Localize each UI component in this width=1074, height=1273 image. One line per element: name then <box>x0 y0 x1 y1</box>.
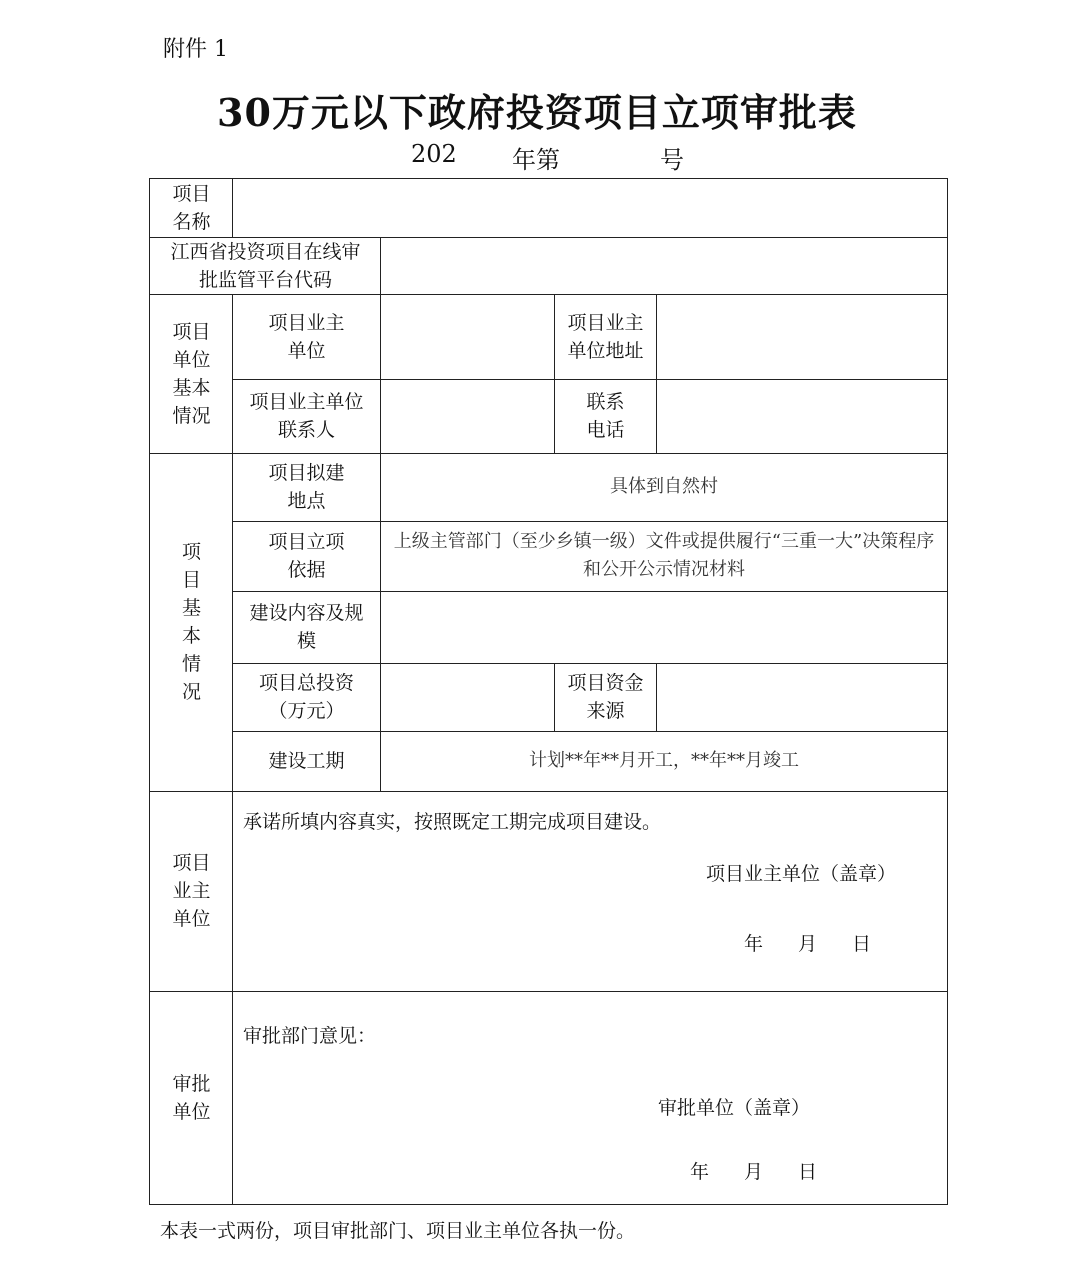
label-content-scale: 建设内容及规模 <box>249 602 364 652</box>
approval-date-month: 月 <box>744 1161 764 1183</box>
approval-date-day: 日 <box>798 1161 818 1183</box>
year-prefix: 202 <box>411 140 457 168</box>
approval-form-table <box>149 178 948 1205</box>
section-approval: 审批单位 <box>172 1072 211 1123</box>
section-project-basic: 项目基本情况 <box>181 541 201 703</box>
label-owner-contact: 项目业主单位联系人 <box>249 391 364 441</box>
row-divider <box>150 791 947 792</box>
approval-date-year: 年 <box>690 1161 710 1183</box>
number-suffix: 号 <box>660 146 684 174</box>
section-owner-sign: 项目业主单位 <box>172 852 211 930</box>
owner-date-month: 月 <box>798 933 818 955</box>
value-basis: 上级主管部门（至少乡镇一级）文件或提供履行“三重一大”决策程序和公开公示情况材料 <box>393 531 935 580</box>
section-owner-info: 项目单位基本情况 <box>172 320 211 427</box>
label-phone: 联系电话 <box>586 391 625 441</box>
attachment-label: 附件 1 <box>163 37 228 62</box>
col-divider <box>380 237 381 294</box>
row-divider <box>150 991 947 992</box>
value-period: 计划**年**月开工，**年**月竣工 <box>529 750 799 771</box>
value-location: 具体到自然村 <box>610 476 718 497</box>
footnote: 本表一式两份，项目审批部门、项目业主单位各执一份。 <box>160 1220 636 1242</box>
label-period: 建设工期 <box>268 750 345 772</box>
year-number-label: 年第 <box>512 146 560 174</box>
label-owner-unit: 项目业主单位 <box>268 311 345 362</box>
commitment-text: 承诺所填内容真实，按照既定工期完成项目建设。 <box>243 811 662 833</box>
label-project-name: 项目名称 <box>172 183 211 233</box>
col-divider <box>656 294 657 453</box>
label-total-investment: 项目总投资（万元） <box>258 672 354 722</box>
owner-seal-label: 项目业主单位（盖章） <box>706 863 897 885</box>
col-divider <box>656 663 657 731</box>
approval-opinion-label: 审批部门意见： <box>243 1025 377 1047</box>
form-title: 30万元以下政府投资项目立项审批表 <box>217 90 857 135</box>
owner-date-day: 日 <box>852 933 872 955</box>
label-platform-code: 江西省投资项目在线审批监管平台代码 <box>170 240 361 291</box>
label-fund-source: 项目资金来源 <box>567 672 644 722</box>
approval-seal-label: 审批单位（盖章） <box>658 1097 811 1119</box>
col-divider <box>232 179 233 237</box>
owner-date-year: 年 <box>744 933 764 955</box>
label-basis: 项目立项依据 <box>268 531 345 581</box>
label-location: 项目拟建地点 <box>268 462 345 512</box>
label-owner-address: 项目业主单位地址 <box>567 311 644 362</box>
